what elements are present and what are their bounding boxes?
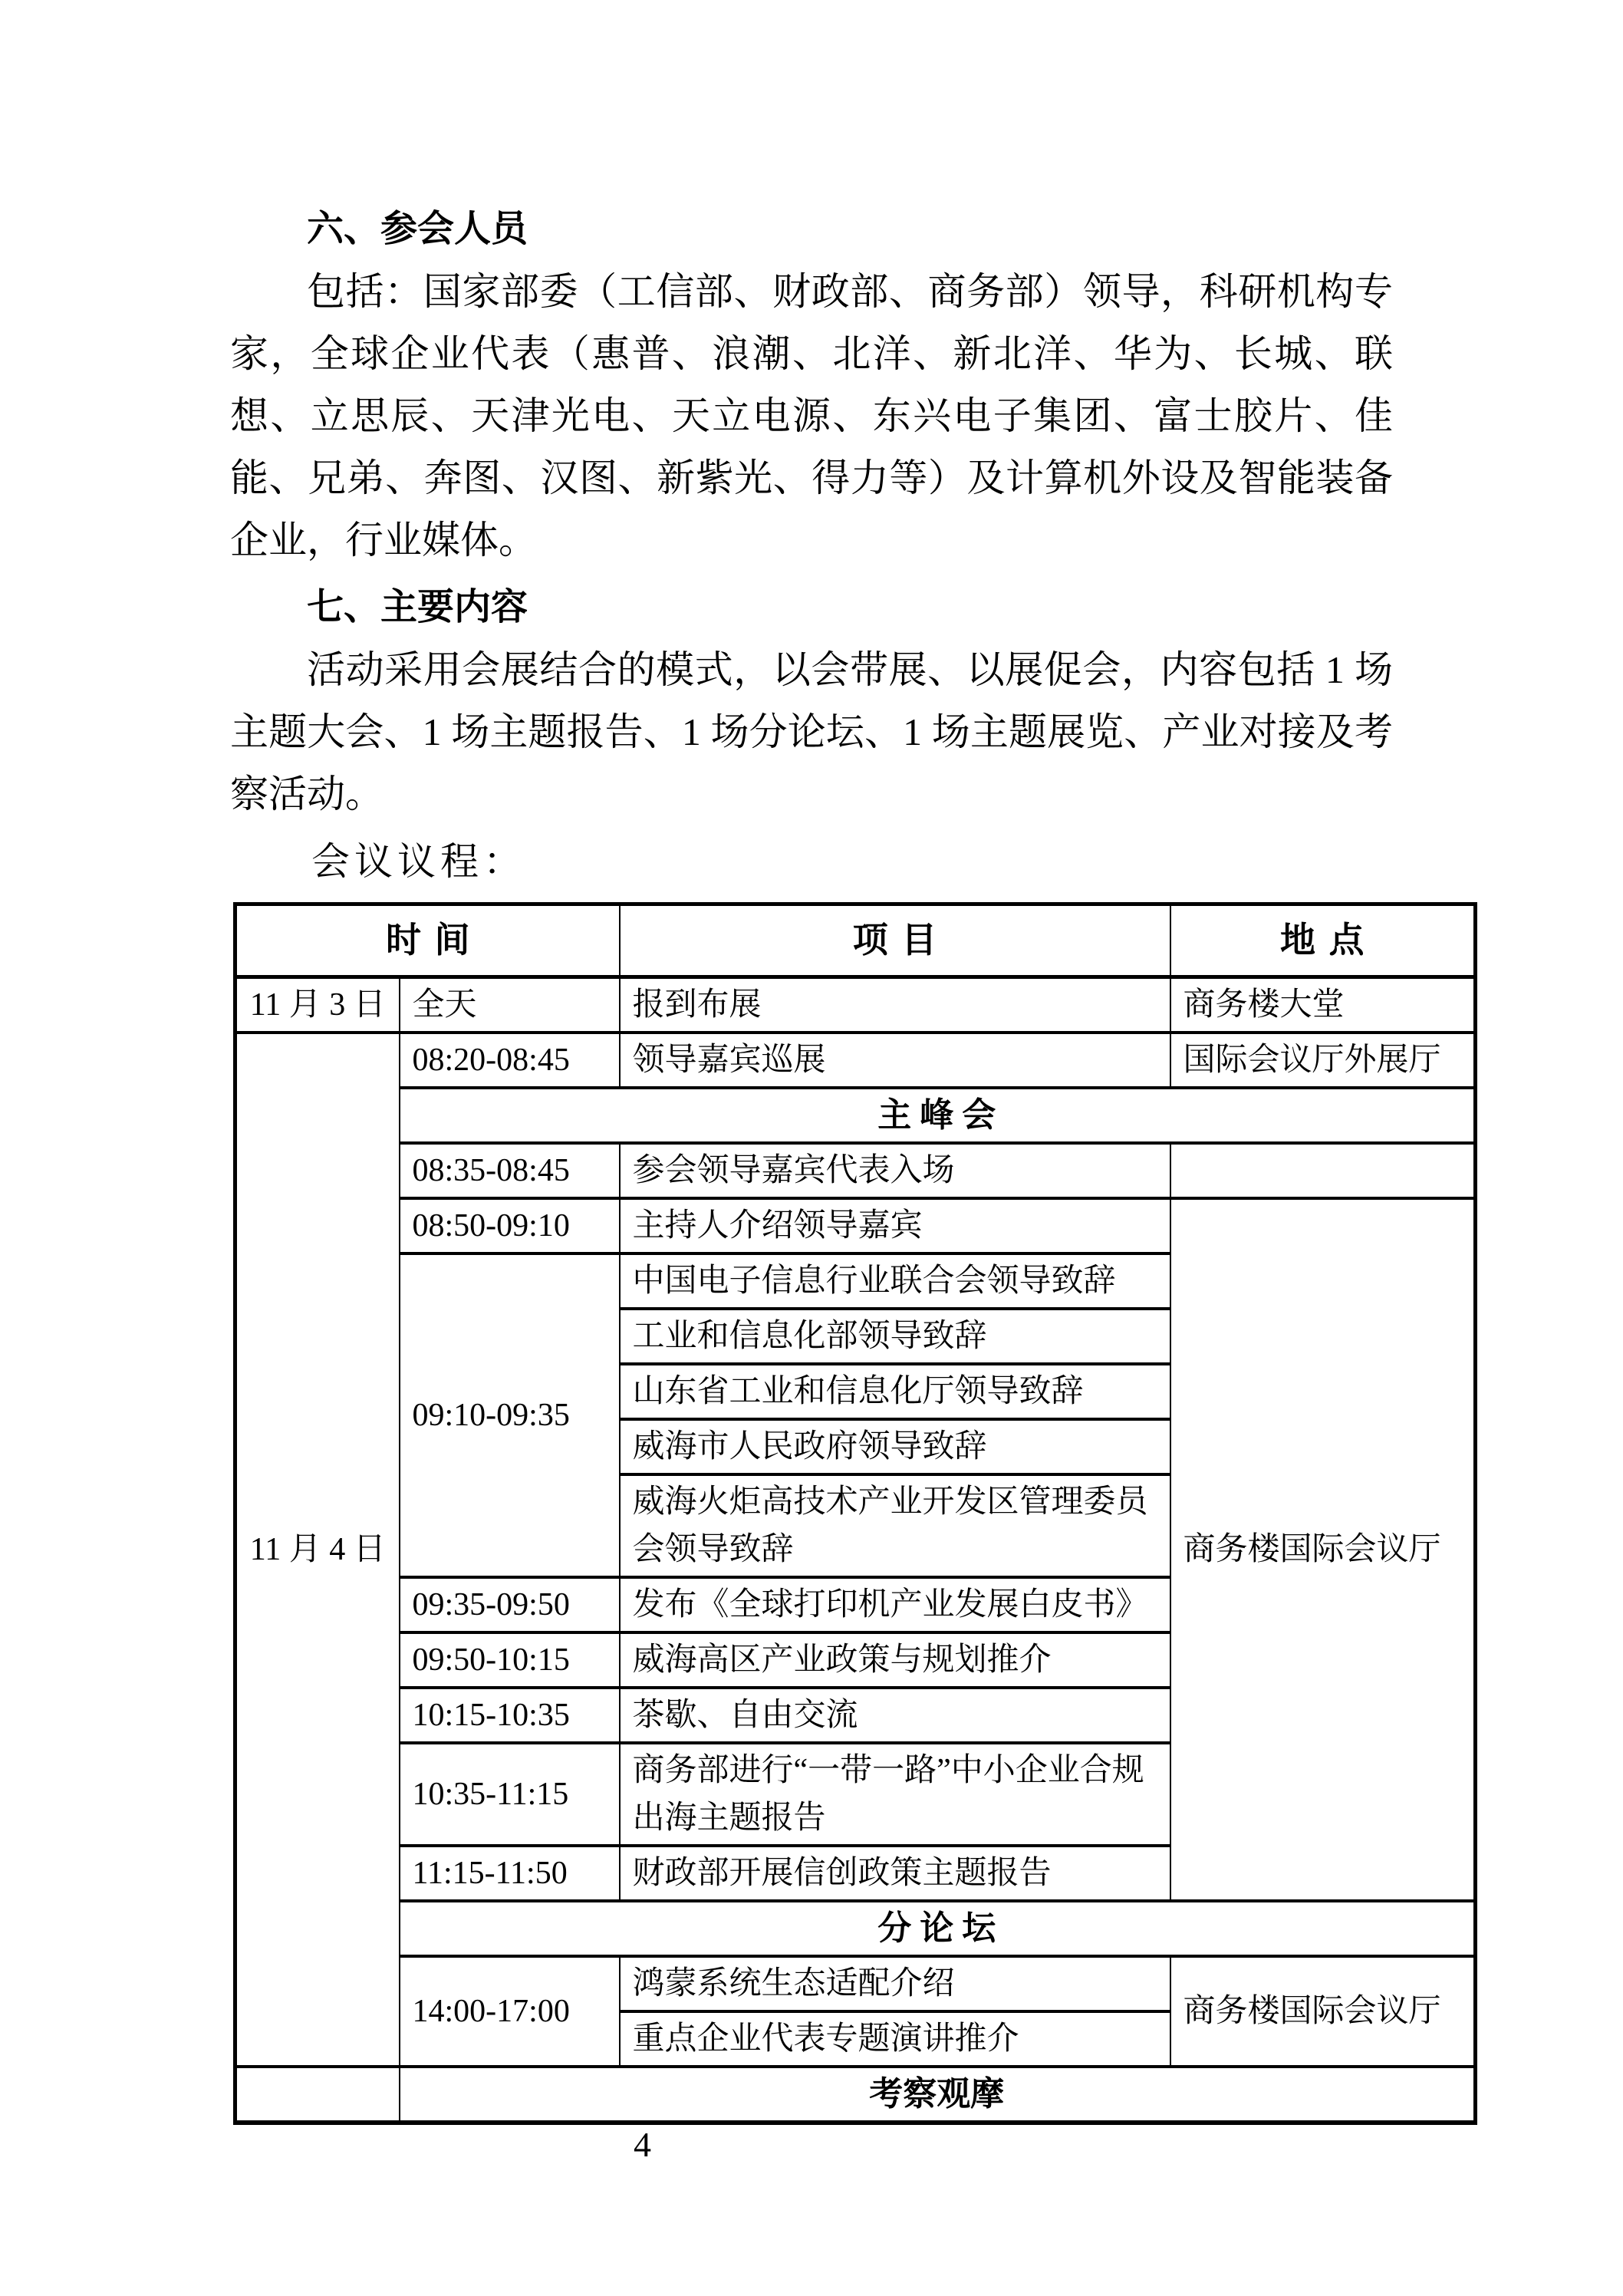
cell-item-harmony: 鸿蒙系统生态适配介绍 xyxy=(620,1956,1170,2011)
cell-item-tour: 领导嘉宾巡展 xyxy=(620,1033,1170,1088)
cell-item-tea-break: 茶歇、自由交流 xyxy=(620,1688,1170,1743)
cell-item-keynote: 重点企业代表专题演讲推介 xyxy=(620,2011,1170,2067)
cell-location-forum: 商务楼国际会议厅 xyxy=(1170,1956,1476,2067)
cell-time-mofcom-report: 10:35-11:15 xyxy=(400,1743,620,1846)
cell-location-summit: 商务楼国际会议厅 xyxy=(1170,1198,1476,1901)
cell-item-entry: 参会领导嘉宾代表入场 xyxy=(620,1143,1170,1198)
cell-time-host-intro: 08:50-09:10 xyxy=(400,1198,620,1253)
agenda-header-item: 项目 xyxy=(620,904,1170,977)
cell-location-registration: 商务楼大堂 xyxy=(1170,977,1476,1033)
agenda-label: 会议议程： xyxy=(311,839,526,884)
row-host-intro xyxy=(235,1198,1476,1253)
cell-time-speeches: 09:10-09:35 xyxy=(400,1253,620,1577)
cell-item-speech-miit: 工业和信息化部领导致辞 xyxy=(620,1309,1170,1364)
cell-time-whitepaper: 09:35-09:50 xyxy=(400,1577,620,1632)
row-summit-banner xyxy=(235,1088,1476,1143)
paragraph-line: 能、兄弟、奔图、汉图、新紫光、得力等）及计算机外设及智能装备 xyxy=(230,456,1393,499)
paragraph-participants xyxy=(230,261,1393,572)
cell-item-speech-shandong: 山东省工业和信息化厅领导致辞 xyxy=(620,1364,1170,1419)
cell-item-whitepaper: 发布《全球打印机产业发展白皮书》 xyxy=(620,1577,1170,1632)
paragraph-main-content xyxy=(230,639,1393,825)
banner-visit-tour: 考察观摩 xyxy=(400,2067,1476,2123)
agenda-header-location: 地点 xyxy=(1170,904,1476,977)
cell-time-tour: 08:20-08:45 xyxy=(400,1033,620,1088)
paragraph-line: 包括：国家部委（工信部、财政部、商务部）领导，科研机构专 xyxy=(307,270,1393,313)
agenda-header-row xyxy=(235,904,1476,977)
cell-item-mof-report: 财政部开展信创政策主题报告 xyxy=(620,1846,1170,1901)
agenda-header-time: 时间 xyxy=(235,904,620,977)
paragraph-line: 企业，行业媒体。 xyxy=(230,519,537,562)
page-number: 4 xyxy=(634,2125,651,2164)
cell-time-forum-session: 14:00-17:00 xyxy=(400,1956,620,2067)
cell-date-nov3: 11 月 3 日 xyxy=(235,977,400,1033)
agenda-table xyxy=(233,902,1477,2125)
row-harmony xyxy=(235,1956,1476,2011)
cell-time-policy-promo: 09:50-10:15 xyxy=(400,1632,620,1688)
cell-item-mofcom-report: 商务部进行“一带一路”中小企业合规出海主题报告 xyxy=(620,1743,1170,1846)
cell-item-host-intro: 主持人介绍领导嘉宾 xyxy=(620,1198,1170,1253)
row-registration xyxy=(235,977,1476,1033)
banner-sub-forum: 分 论 坛 xyxy=(400,1901,1476,1956)
cell-date-nov4: 11 月 4 日 xyxy=(235,1033,400,2067)
cell-location-tour: 国际会议厅外展厅 xyxy=(1170,1033,1476,1088)
cell-location-entry-empty xyxy=(1170,1143,1476,1198)
document-content xyxy=(230,193,1441,2125)
cell-time-registration: 全天 xyxy=(400,977,620,1033)
paragraph-line: 家，全球企业代表（惠普、浪潮、北洋、新北洋、华为、长城、联 xyxy=(230,332,1393,375)
cell-time-mof-report: 11:15-11:50 xyxy=(400,1846,620,1901)
cell-item-speech-torch-zone: 威海火炬高技术产业开发区管理委员会领导致辞 xyxy=(620,1474,1170,1577)
cell-time-entry: 08:35-08:45 xyxy=(400,1143,620,1198)
paragraph-line: 主题大会、1 场主题报告、1 场分论坛、1 场主题展览、产业对接及考 xyxy=(230,710,1393,753)
cell-date-visit-empty xyxy=(235,2067,400,2123)
paragraph-line: 活动采用会展结合的模式，以会带展、以展促会，内容包括 1 场 xyxy=(307,648,1393,691)
row-entry xyxy=(235,1143,1476,1198)
paragraph-line: 察活动。 xyxy=(230,772,384,815)
paragraph-line: 想、立思辰、天津光电、天立电源、东兴电子集团、富士胶片、佳 xyxy=(230,394,1393,437)
cell-item-speech-weihai-gov: 威海市人民政府领导致辞 xyxy=(620,1419,1170,1474)
cell-item-policy-promo: 威海高区产业政策与规划推介 xyxy=(620,1632,1170,1688)
row-visit-banner xyxy=(235,2067,1476,2123)
banner-main-summit: 主 峰 会 xyxy=(400,1088,1476,1143)
cell-time-tea-break: 10:15-10:35 xyxy=(400,1688,620,1743)
cell-item-speech-ceia: 中国电子信息行业联合会领导致辞 xyxy=(620,1253,1170,1309)
row-forum-banner xyxy=(235,1901,1476,1956)
section-heading-main-content: 七、主要内容 xyxy=(307,587,528,628)
cell-item-registration: 报到布展 xyxy=(620,977,1170,1033)
row-tour xyxy=(235,1033,1476,1088)
section-heading-participants: 六、参会人员 xyxy=(307,209,528,249)
